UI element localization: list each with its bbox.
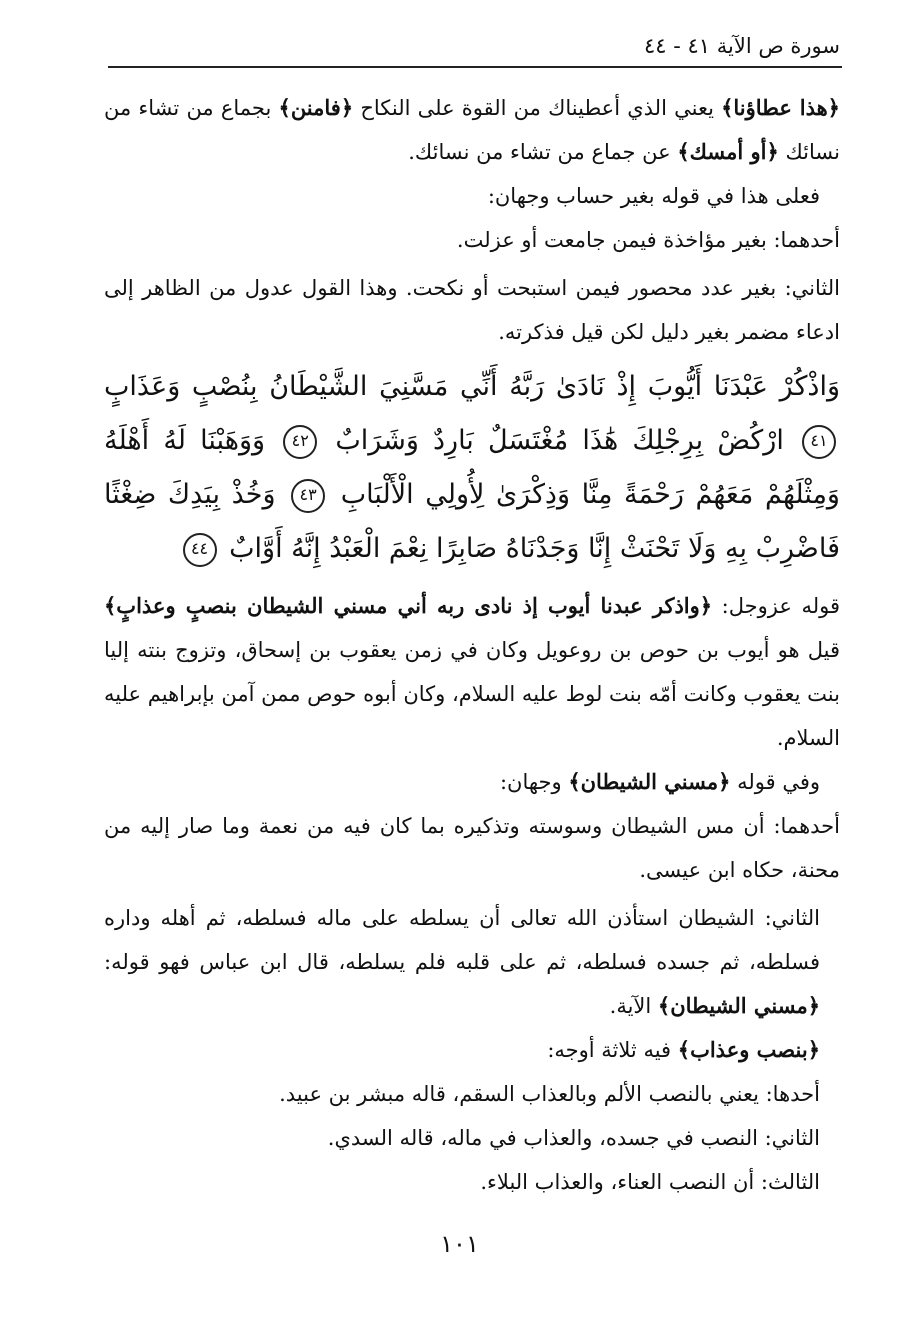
header-title: سورة ص الآية ٤١ - ٤٤: [644, 34, 840, 58]
quote-wadhkur: ﴿واذكر عبدنا أيوب إذ نادى ربه أني مسني الشيطان بنصبٍ وعذابٍ﴾: [104, 593, 713, 618]
ayah-marker-44: ٤٤: [183, 533, 217, 567]
quote-famnun: ﴿فامنن﴾: [278, 95, 354, 120]
quote-hadha-ataouna: ﴿هذا عطاؤنا﴾: [721, 95, 840, 120]
quote-massani-shaytan: ﴿مسني الشيطان﴾: [568, 769, 731, 794]
paragraph-gift: [104, 86, 840, 174]
commentary-nusb-third: الثالث: أن النصب العناء، والعذاب البلاء.: [480, 1170, 820, 1194]
quran-passage: [104, 360, 840, 576]
verse-43: وَوَهَبْنَا لَهُ أَهْلَهُ وَمِثْلَهُمْ مَعَهُمْ رَحْمَةً مِنَّا وَذِكْرَىٰ لِأُولِي الْأَلْبَابِ: [104, 425, 840, 510]
quote-binusb: ﴿بنصب وعذاب﴾: [677, 1037, 820, 1062]
commentary-text: وجهان:: [499, 770, 569, 794]
commentary-nusb-first: أحدها: يعني بالنصب الألم وبالعذاب السقم، قاله مبشر بن عبيد.: [279, 1082, 820, 1106]
commentary-text: الآية.: [609, 994, 658, 1018]
verse-42: ارْكُضْ بِرِجْلِكَ هَٰذَا مُغْتَسَلٌ بَارِدٌ وَشَرَابٌ: [335, 425, 784, 456]
commentary-text: فيه ثلاثة أوجه:: [547, 1038, 678, 1062]
commentary-ayyub: [104, 584, 840, 760]
ayah-marker-43: ٤٣: [291, 479, 325, 513]
commentary-text: الثاني: الشيطان استأذن الله تعالى أن يسلطه على ماله فسلطه، ثم أهله وداره فسلطه، ثم جسده فسلطه، ثم على قلبه فلم يسلطه، قال ابن عباس فهو قوله:: [104, 906, 820, 974]
verse-44: وَخُذْ بِيَدِكَ ضِغْثًا فَاضْرِبْ بِهِ وَلَا تَحْنَثْ إِنَّا وَجَدْنَاهُ صَابِرًا نِعْمَ الْعَبْدُ إِنَّهُ أَوَّابٌ: [104, 479, 840, 564]
quote-massani-shaytan: ﴿مسني الشيطان﴾: [657, 993, 820, 1018]
commentary-first: أحدهما: أن مس الشيطان وسوسته وتذكيره بما كان فيه من نعمة وما صار إليه من محنة، حكاه ابن عيسى.: [104, 814, 840, 882]
commentary-second: [104, 896, 840, 1028]
paragraph-first-view: أحدهما: بغير مؤاخذة فيمن جامعت أو عزلت.: [456, 228, 840, 252]
commentary-lead: قوله عزوجل:: [712, 594, 840, 618]
ayah-marker-42: ٤٢: [283, 425, 317, 459]
commentary-nusb-second: الثاني: النصب في جسده، والعذاب في ماله، قاله السدي.: [327, 1126, 820, 1150]
paragraph-text: بجماع من تشاء من نسائك: [104, 96, 840, 164]
header-divider: [108, 66, 842, 68]
page-body: [104, 86, 840, 1204]
paragraph-second-view: الثاني: بغير عدد محصور فيمن استبحت أو نكحت. وهذا القول عدول من الظاهر إلى ادعاء مضمر بغير دليل لكن قيل فذكرته.: [104, 276, 840, 344]
commentary-text: قيل هو أيوب بن حوص بن روعويل وكان في زمن يعقوب بن إسحاق، وتزوج بنته إليا بنت يعقوب وكانت أمّه بنت لوط عليه السلام، وكان أبوه حوص ممن آمن بإبراهيم عليه السلام.: [104, 638, 840, 750]
paragraph-text: عن جماع من تشاء من نسائك.: [408, 140, 678, 164]
page-number: ١٠١: [440, 1230, 479, 1258]
verse-41: وَاذْكُرْ عَبْدَنَا أَيُّوبَ إِذْ نَادَىٰ رَبَّهُ أَنِّي مَسَّنِيَ الشَّيْطَانُ بِنُصْبٍ وَعَذَابٍ: [104, 371, 840, 402]
commentary-nusb: [104, 1028, 840, 1072]
running-header: [110, 28, 840, 64]
commentary-lead: وفي قوله: [730, 770, 820, 794]
paragraph-text: يعني الذي أعطيناك من القوة على النكاح: [353, 96, 722, 120]
commentary-massani: [104, 760, 840, 804]
quote-aw-amsik: ﴿أو أمسك﴾: [677, 139, 779, 164]
ayah-marker-41: ٤١: [802, 425, 836, 459]
paragraph-two-views: فعلى هذا في قوله بغير حساب وجهان:: [487, 184, 820, 208]
